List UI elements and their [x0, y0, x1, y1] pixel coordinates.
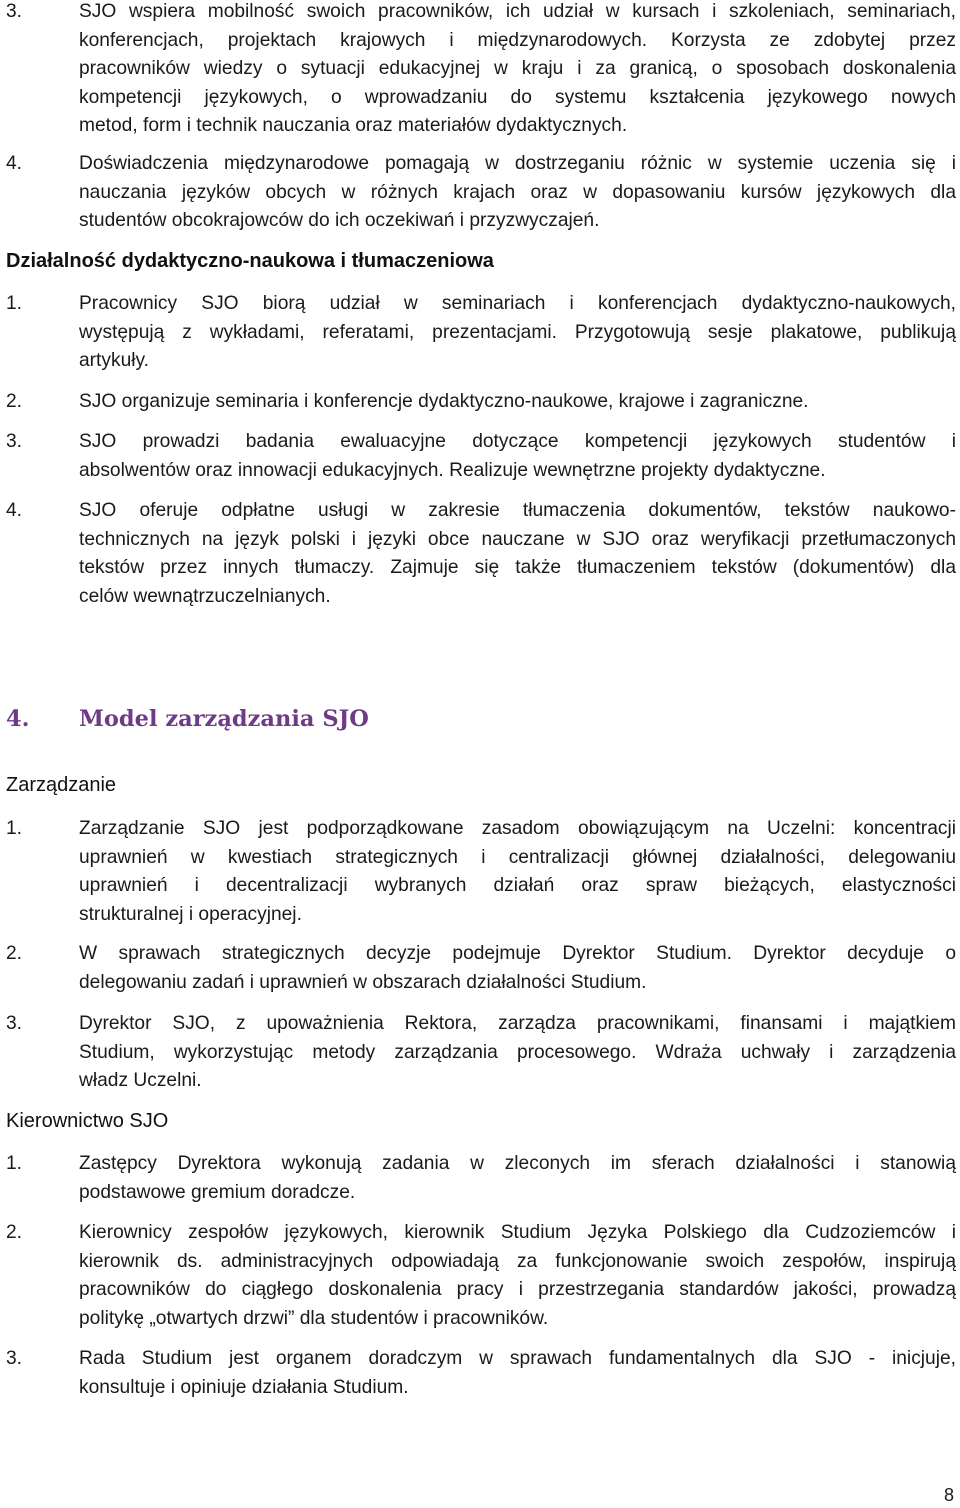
text-line: SJO wspiera mobilność swoich pracowników, ich udział w kursach i szkoleniach, seminariach, — [79, 1, 956, 22]
list-section-b1 — [0, 290, 956, 376]
list-item — [6, 815, 956, 929]
text-line: celów wewnątrzuczelnianych. — [79, 585, 331, 607]
list-item — [6, 428, 956, 485]
item-number: 3. — [6, 1348, 23, 1369]
list-item — [6, 388, 956, 417]
text-line: Pracownicy SJO biorą udział w seminariach i konferencjach dydaktyczno-naukowych, — [79, 293, 956, 314]
text-line: Studium, wykorzystując metody zarządzania procesowego. Wdraża uchwały i zarządzenia — [79, 1041, 956, 1063]
item-text — [79, 290, 956, 376]
list-item — [6, 1150, 956, 1207]
text-line: Rada Studium jest organem doradczym w sprawach fundamentalnych dla SJO - inicjuje, — [79, 1348, 956, 1369]
item-text — [79, 1219, 956, 1333]
text-line: Zastępcy Dyrektora wykonują zadania w zleconych im sferach działalności i stanowią — [79, 1153, 956, 1174]
heading-kierownictwo: Kierownictwo SJO — [6, 1110, 169, 1132]
list-item — [6, 940, 956, 997]
text-line: studentów obcokrajowców do ich oczekiwań i przyzwyczajeń. — [79, 210, 600, 231]
item-text — [79, 1010, 956, 1096]
item-number: 3. — [6, 431, 23, 452]
list-section-b2 — [0, 388, 956, 417]
item-number: 1. — [6, 818, 23, 839]
item-text — [79, 1345, 956, 1402]
chapter-title: Model zarządzania SJO — [79, 706, 369, 732]
text-line: Doświadczenia międzynarodowe pomagają w dostrzeganiu różnic w systemie uczenia się i — [79, 153, 956, 174]
text-line: strukturalnej i operacyjnej. — [79, 903, 302, 925]
item-text — [79, 150, 956, 236]
text-line: władz Uczelni. — [79, 1070, 202, 1091]
text-line: konferencjach, projektach krajowych i międzynarodowych. Korzysta ze zdobytej przez — [79, 29, 956, 51]
item-text — [79, 0, 956, 141]
text-line: Dyrektor SJO, z upoważnienia Rektora, zarządza pracownikami, finansami i majątkiem — [79, 1013, 956, 1034]
page-number: 8 — [943, 1485, 954, 1505]
chapter-number: 4. — [6, 706, 30, 732]
list-section-c3 — [0, 1010, 956, 1096]
item-number: 1. — [6, 293, 23, 314]
list-item — [6, 1219, 956, 1333]
item-number: 1. — [6, 1153, 23, 1174]
text-line: delegowaniu zadań i uprawnień w obszarach działalności Studium. — [79, 971, 647, 993]
text-line: konsultuje i opiniuje działania Studium. — [79, 1376, 409, 1398]
list-item — [6, 0, 956, 141]
text-line: Zarządzanie SJO jest podporządkowane zasadom obowiązującym na Uczelni: koncentracji — [79, 818, 956, 839]
text-line: SJO prowadzi badania ewaluacyjne dotyczące kompetencji językowych studentów i — [79, 431, 956, 452]
text-line: absolwentów oraz innowacji edukacyjnych. Realizuje wewnętrzne projekty dydaktyczne. — [79, 459, 826, 481]
list-section-b4 — [0, 497, 956, 611]
text-line: kompetencji językowych, o wprowadzaniu do systemu kształcenia językowego nowych — [79, 86, 956, 108]
item-text — [79, 1150, 956, 1207]
text-line: pracowników wiedzy o sytuacji edukacyjnej w kraju i za granicą, o sposobach doskonalenia — [79, 58, 956, 79]
list-section-c1 — [0, 815, 956, 929]
list-section-d2 — [0, 1219, 956, 1333]
text-line: metod, form i technik nauczania oraz materiałów dydaktycznych. — [79, 115, 628, 136]
item-text — [79, 428, 956, 485]
text-line: pracowników do ciągłego doskonalenia pracy i przestrzegania standardów jakości, prowadzą — [79, 1279, 956, 1300]
chapter-heading — [6, 706, 369, 732]
text-line: uprawnień w kwestiach strategicznych i centralizacji głównej działalności, delegowaniu — [79, 846, 956, 868]
text-line: SJO organizuje seminaria i konferencje dydaktyczno-naukowe, krajowe i zagraniczne. — [79, 391, 809, 412]
item-number: 2. — [6, 943, 23, 964]
list-item — [6, 497, 956, 611]
text-line: kierownik ds. administracyjnych odpowiadają za funkcjonowanie swoich zespołów, inspirują — [79, 1250, 956, 1272]
list-item — [6, 1010, 956, 1096]
list-section-a — [0, 0, 956, 141]
item-number: 2. — [6, 1222, 23, 1243]
text-line: podstawowe gremium doradcze. — [79, 1181, 356, 1203]
item-number: 4. — [6, 500, 23, 521]
text-line: W sprawach strategicznych decyzje podejmuje Dyrektor Studium. Dyrektor decyduje o — [79, 943, 956, 964]
text-line: uprawnień i decentralizacji wybranych działań oraz spraw bieżących, elastyczności — [79, 875, 956, 896]
text-line: Kierownicy zespołów językowych, kierownik Studium Języka Polskiego dla Cudzoziemców i — [79, 1222, 956, 1243]
list-section-d3 — [0, 1345, 956, 1402]
item-text — [79, 388, 956, 417]
heading-zarzadzanie: Zarządzanie — [6, 774, 117, 796]
text-line: artykuły. — [79, 350, 150, 371]
item-text — [79, 497, 956, 611]
list-section-a2 — [0, 150, 956, 236]
text-line: występują z wykładami, referatami, prezentacjami. Przygotowują sesje plakatowe, publikują — [79, 321, 956, 343]
item-number: 3. — [6, 1013, 23, 1034]
text-line: tekstów przez innych tłumaczy. Zajmuje się także tłumaczeniem tekstów (dokumentów) dla — [79, 557, 956, 578]
text-line: politykę „otwartych drzwi” dla studentów i pracowników. — [79, 1307, 549, 1329]
item-text — [79, 815, 956, 929]
item-text — [79, 940, 956, 997]
list-item — [6, 150, 956, 236]
heading-dzialalnosc: Działalność dydaktyczno-naukowa i tłumaczeniowa — [6, 250, 494, 272]
text-line: technicznych na język polski i języki obce nauczane w SJO oraz weryfikacji przetłumaczonych — [79, 528, 956, 550]
item-number: 3. — [6, 1, 23, 22]
list-item — [6, 290, 956, 376]
list-section-d1 — [0, 1150, 956, 1207]
text-line: nauczania języków obcych w różnych krajach oraz w dopasowaniu kursów językowych dla — [79, 181, 956, 203]
item-number: 4. — [6, 153, 23, 174]
list-section-b3 — [0, 428, 956, 485]
list-item — [6, 1345, 956, 1402]
list-section-c2 — [0, 940, 956, 997]
text-line: SJO oferuje odpłatne usługi w zakresie tłumaczenia dokumentów, tekstów naukowo- — [79, 500, 956, 521]
item-number: 2. — [6, 391, 23, 412]
